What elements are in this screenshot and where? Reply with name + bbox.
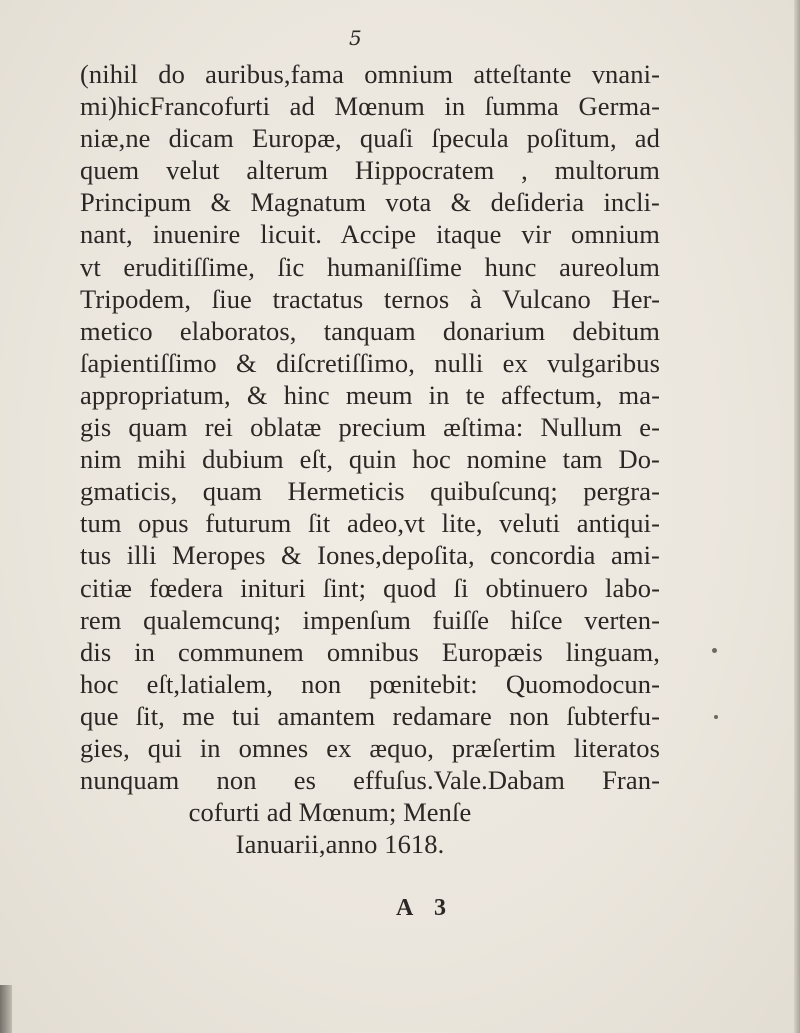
signature-mark: A 3	[396, 895, 455, 921]
text-line: mi)hicFrancofurti ad Mœnum in ſumma Germa-	[80, 91, 660, 122]
text-line: (nihil do auribus,fama omnium atteſtante vnani-	[80, 59, 660, 89]
text-line: gis quam rei oblatæ precium æſtima: Nullum e-	[80, 412, 660, 443]
text-line: que ſit, me tui amantem redamare non ſubterfu-	[80, 700, 660, 731]
text-line-centered: Ianuarii,anno 1618.	[235, 829, 445, 860]
text-line: metico elaboratos, tanquam donarium debitum	[80, 315, 660, 346]
text-line: tum opus futurum ſit adeo,vt lite, veluti antiqui-	[80, 508, 660, 539]
text-line: citiæ fœdera inituri ſint; quod ſi obtinuero labo-	[80, 572, 660, 603]
text-line: quem velut alterum Hippocratem , multorum	[80, 155, 660, 186]
text-line-centered: cofurti ad Mœnum; Menſe	[188, 797, 472, 828]
text-line: tus illi Meropes & Iones,depoſita, concordia ami-	[80, 540, 660, 571]
text-line: niæ,ne dicam Europæ, quaſi ſpecula poſitum, ad	[80, 123, 660, 154]
page-number: 5	[349, 26, 362, 50]
body-text	[80, 58, 660, 860]
text-line: rem qualemcunq; impenſum fuiſſe hiſce verten-	[80, 604, 660, 635]
text-line: Tripodem, ſiue tractatus ternos à Vulcano Her-	[80, 283, 660, 314]
text-line: dis in communem omnibus Europæis linguam,	[80, 636, 660, 667]
text-line: gies, qui in omnes ex æquo, præſertim literatos	[80, 732, 660, 763]
text-line: hoc eſt,latialem, non pœnitebit: Quomodocun-	[80, 668, 660, 699]
binding-mark	[0, 985, 12, 1033]
text-line: vt eruditiſſime, ſic humaniſſime hunc aureolum	[80, 251, 660, 282]
page-edge-shadow	[794, 0, 800, 1033]
text-line: Principum & Magnatum vota & deſideria incli-	[80, 187, 660, 218]
text-line: ſapientiſſimo & diſcretiſſimo, nulli ex vulgaribus	[80, 347, 660, 378]
text-line: nant, inuenire licuit. Accipe itaque vir omnium	[80, 219, 660, 250]
ink-speck	[714, 715, 718, 719]
text-line: appropriatum, & hinc meum in te affectum, ma-	[80, 379, 660, 410]
text-line: gmaticis, quam Hermeticis quibuſcunq; pergra-	[80, 476, 660, 507]
text-line: nunquam non es effuſus.Vale.Dabam Fran-	[80, 765, 660, 796]
text-line: nim mihi dubium eſt, quin hoc nomine tam Do-	[80, 444, 660, 475]
ink-speck	[712, 648, 717, 653]
